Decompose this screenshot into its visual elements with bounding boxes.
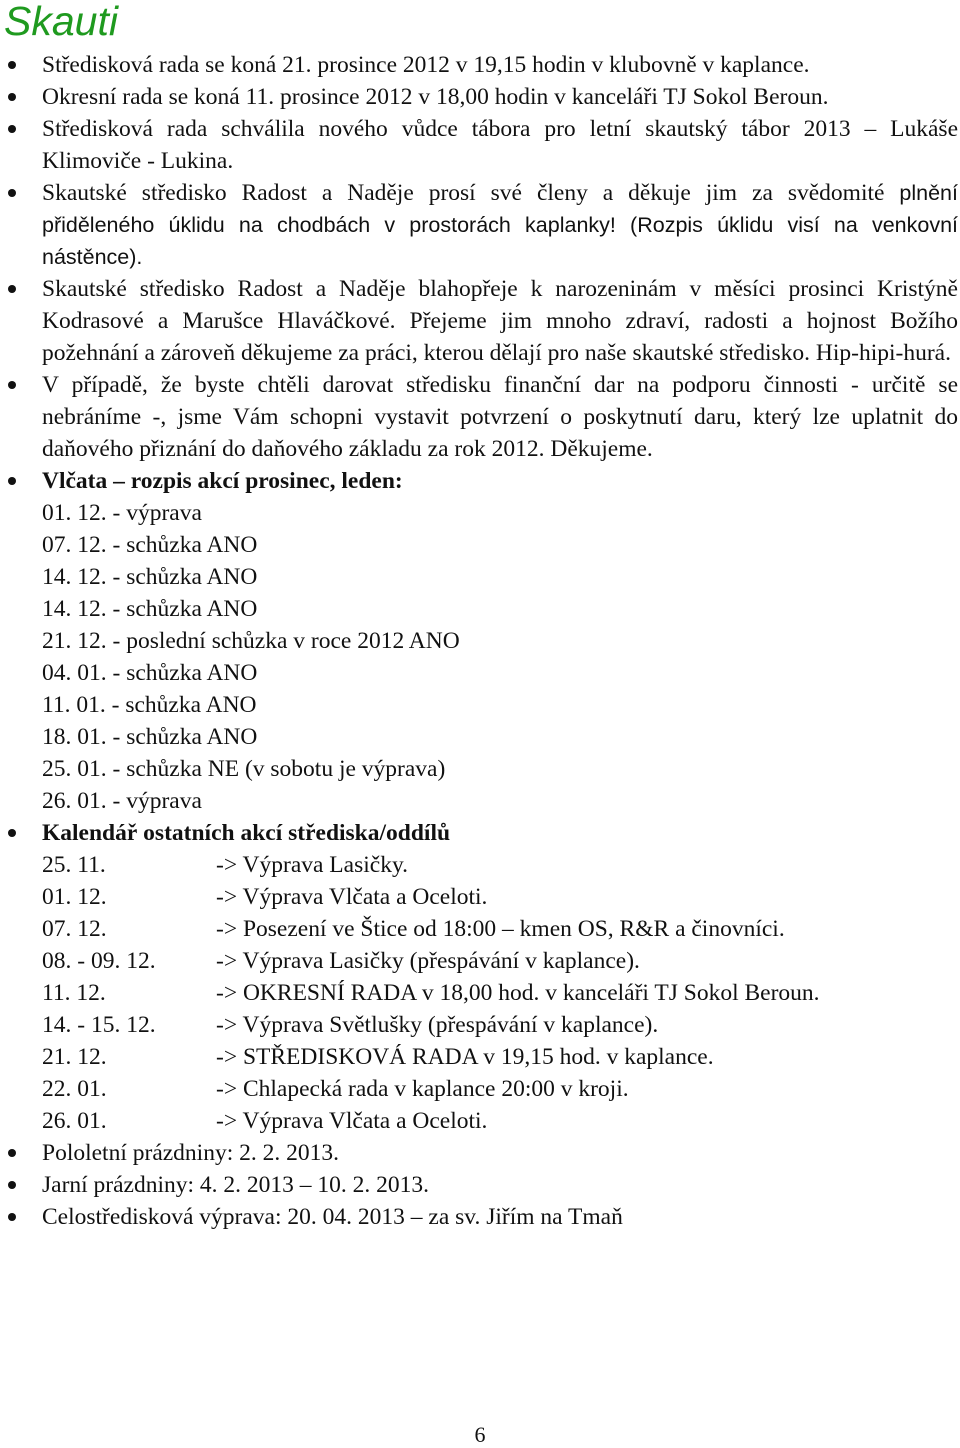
calendar-date: 08. - 09. 12. xyxy=(42,948,156,974)
calendar-date: 22. 01. xyxy=(42,1076,107,1102)
calendar-event: -> Výprava Vlčata a Oceloti. xyxy=(216,1108,488,1134)
calendar-date: 14. - 15. 12. xyxy=(42,1012,156,1038)
calendar-event: -> Výprava Vlčata a Oceloti. xyxy=(216,884,488,910)
item-text: Skautské středisko Radost a Naděje prosí své členy a děkuje jim za svědomité xyxy=(42,180,885,206)
item-text: Skautské středisko Radost a Naděje blahopřeje k narozeninám v měsíci prosinci Kristýně Kodrasové a Marušce Hlaváčkové. Přejeme jim mnoho zdraví, radosti a hojnost Božího požehnání a zároveň děkujeme za práci, kterou dělají pro naše skautské středisko. Hip-hipi-hurá. xyxy=(42,276,958,366)
list-item xyxy=(42,177,958,273)
item-text: Okresní rada se koná 11. prosince 2012 v 18,00 hodin v kanceláři TJ Sokol Beroun. xyxy=(42,84,829,110)
bullet-icon xyxy=(8,477,16,485)
calendar-event: -> Výprava Světlušky (přespávání v kaplance). xyxy=(216,1012,659,1038)
holiday-text: Pololetní prázdniny: 2. 2. 2013. xyxy=(42,1140,339,1166)
vlcata-section xyxy=(42,465,958,817)
list-item xyxy=(42,273,958,369)
calendar-row xyxy=(42,977,958,1009)
calendar-date: 26. 01. xyxy=(42,1108,107,1134)
vlcata-entry: 14. 12. - schůzka ANO xyxy=(42,596,258,622)
item-text: Středisková rada se koná 21. prosince 2012 v 19,15 hodin v klubovně v kaplance. xyxy=(42,52,810,78)
vlcata-entry: 21. 12. - poslední schůzka v roce 2012 ANO xyxy=(42,628,460,654)
list-item xyxy=(42,113,958,177)
vlcata-entry: 01. 12. - výprava xyxy=(42,500,202,526)
bullet-icon xyxy=(8,93,16,101)
list-item xyxy=(42,81,958,113)
calendar-row xyxy=(42,913,958,945)
calendar-event: -> Výprava Lasičky (přespávání v kaplance). xyxy=(216,948,640,974)
bullet-icon xyxy=(8,1213,16,1221)
holiday-text: Jarní prázdniny: 4. 2. 2013 – 10. 2. 2013. xyxy=(42,1172,430,1198)
bullet-icon xyxy=(8,285,16,293)
vlcata-heading: Vlčata – rozpis akcí prosinec, leden: xyxy=(42,468,403,494)
calendar-row xyxy=(42,1009,958,1041)
item-text: V případě, že byste chtěli darovat středisku finanční dar na podporu činnosti - určitě se nebráníme -, jsme Vám schopni vystavit potvrzení o poskytnutí daru, který lze uplatnit do daňového přiznání do daňového základu za rok 2012. Děkujeme. xyxy=(42,372,958,462)
list-item xyxy=(42,1169,958,1201)
calendar-date: 11. 12. xyxy=(42,980,106,1006)
calendar-event: -> Výprava Lasičky. xyxy=(216,852,409,878)
bullet-icon xyxy=(8,61,16,69)
calendar-date: 01. 12. xyxy=(42,884,107,910)
bullet-icon xyxy=(8,381,16,389)
list-item xyxy=(42,1137,958,1169)
calendar-row xyxy=(42,1105,958,1137)
bullet-icon xyxy=(8,1181,16,1189)
vlcata-entry: 04. 01. - schůzka ANO xyxy=(42,660,258,686)
holiday-text: Celostředisková výprava: 20. 04. 2013 – za sv. Jiřím na Tmaň xyxy=(42,1204,623,1230)
calendar-event: -> Posezení ve Štice od 18:00 – kmen OS, R&R a činovníci. xyxy=(216,916,785,942)
item-text: Středisková rada schválila nového vůdce tábora pro letní skautský tábor 2013 – Lukáše Klimoviče - Lukina. xyxy=(42,116,958,174)
page-title: Skauti xyxy=(4,0,118,44)
vlcata-entry: 14. 12. - schůzka ANO xyxy=(42,564,258,590)
calendar-row xyxy=(42,1073,958,1105)
calendar-heading: Kalendář ostatních akcí střediska/oddílů xyxy=(42,820,451,846)
calendar-event: -> STŘEDISKOVÁ RADA v 19,15 hod. v kaplance. xyxy=(216,1044,714,1070)
list-item xyxy=(42,369,958,465)
calendar-row xyxy=(42,849,958,881)
bullet-icon xyxy=(8,125,16,133)
calendar-event: -> OKRESNÍ RADA v 18,00 hod. v kanceláři TJ Sokol Beroun. xyxy=(216,980,820,1006)
bullet-icon xyxy=(8,1149,16,1157)
bullet-icon xyxy=(8,189,16,197)
calendar-date: 21. 12. xyxy=(42,1044,107,1070)
calendar-row xyxy=(42,1041,958,1073)
vlcata-entry: 25. 01. - schůzka NE (v sobotu je výprava) xyxy=(42,756,446,782)
calendar-date: 07. 12. xyxy=(42,916,107,942)
news-list xyxy=(42,49,958,1233)
vlcata-entry: 26. 01. - výprava xyxy=(42,788,202,814)
calendar-row xyxy=(42,881,958,913)
item-text-sans: plnění přiděleného úklidu na chodbách v prostorách kaplanky! (Rozpis úklidu visí na venkovní nástěnce). xyxy=(42,181,958,269)
list-item xyxy=(42,1201,958,1233)
vlcata-entry: 07. 12. - schůzka ANO xyxy=(42,532,258,558)
page-number: 6 xyxy=(474,1422,486,1447)
list-item xyxy=(42,49,958,81)
calendar-section xyxy=(42,817,958,1137)
vlcata-entry: 18. 01. - schůzka ANO xyxy=(42,724,258,750)
vlcata-entry: 11. 01. - schůzka ANO xyxy=(42,692,257,718)
calendar-date: 25. 11. xyxy=(42,852,106,878)
calendar-event: -> Chlapecká rada v kaplance 20:00 v kroji. xyxy=(216,1076,629,1102)
calendar-row xyxy=(42,945,958,977)
bullet-icon xyxy=(8,829,16,837)
